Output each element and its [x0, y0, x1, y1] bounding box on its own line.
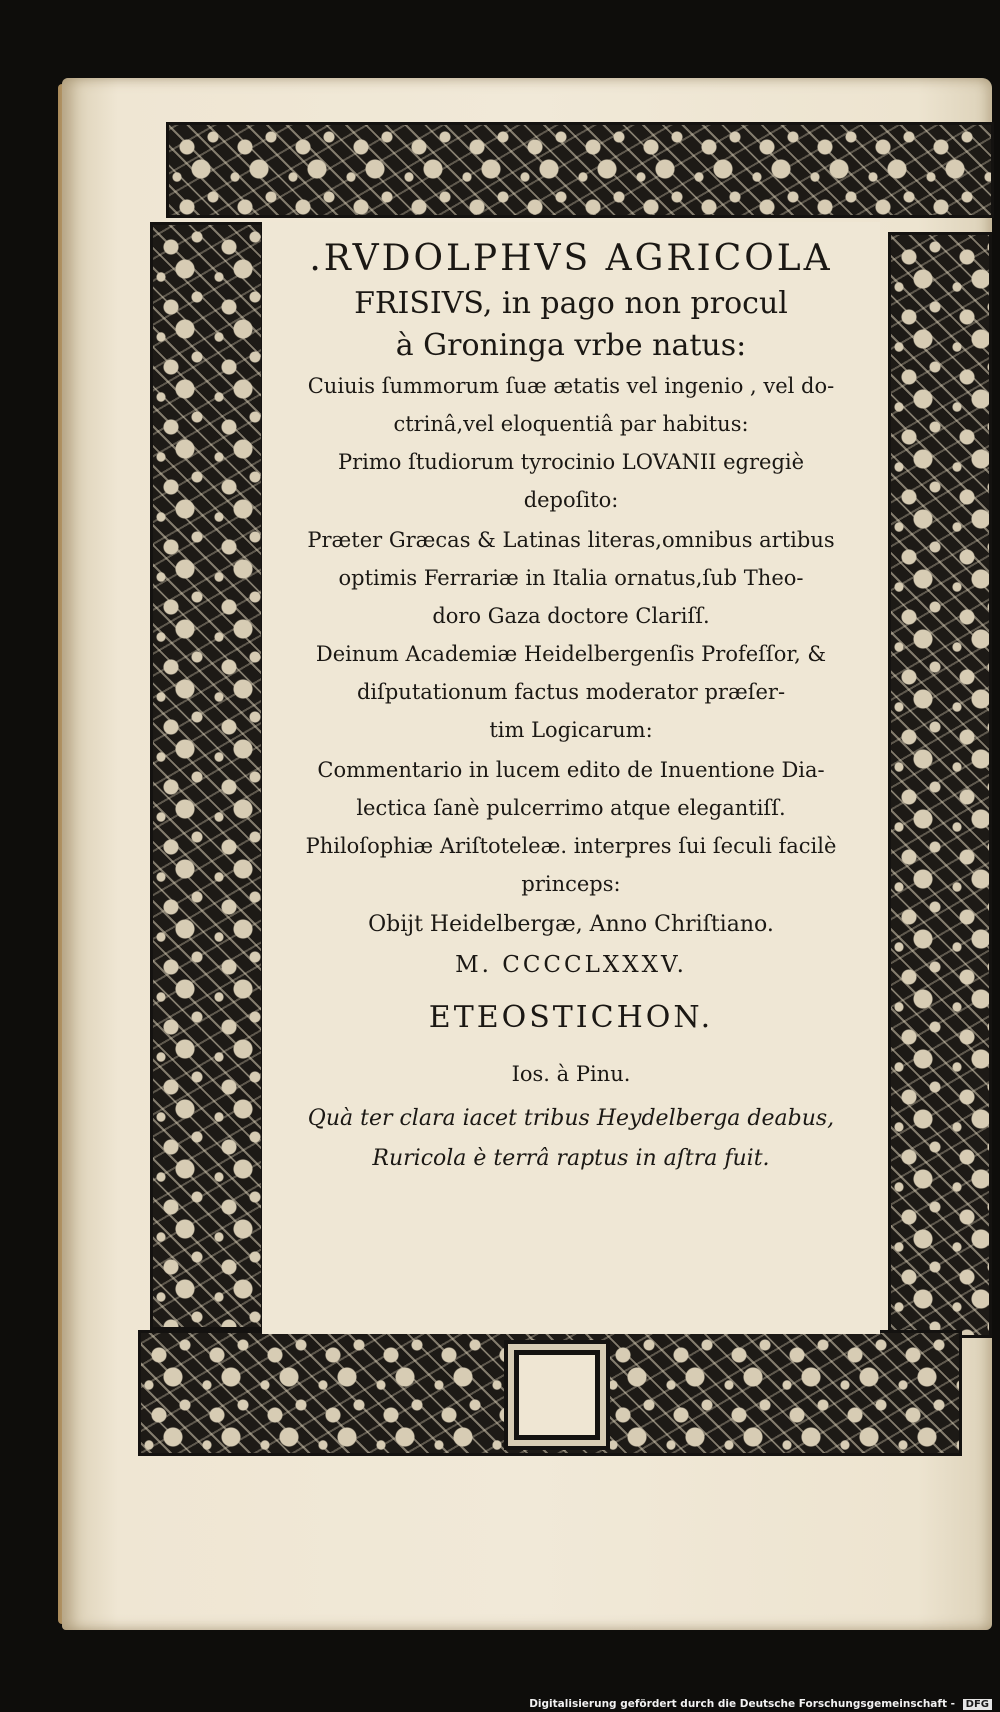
text-line: diſputationum factus moderator præſer-	[356, 680, 786, 704]
text-line: FRISIVS, in pago non procul	[354, 286, 788, 321]
text-line: ctrinâ,vel eloquentiâ par habitus:	[393, 412, 749, 436]
text-line: Ios. à Pinu.	[511, 1062, 631, 1086]
text-panel	[262, 222, 880, 1334]
text-line: Deinum Academiæ Heidelbergenſis Profeſſor, &	[315, 642, 827, 666]
woodcut-border-top	[166, 122, 994, 218]
dfg-logo: DFG	[963, 1699, 992, 1710]
woodcut-border-left	[150, 222, 264, 1330]
text-line: .RVDOLPHVS AGRICOLA	[309, 238, 833, 279]
text-line: M. CCCCLXXXV.	[455, 952, 687, 978]
text-line: depoſito:	[523, 488, 619, 512]
text-line: doro Gaza doctore Clariſſ.	[432, 604, 710, 628]
text-line: Præter Græcas & Latinas literas,omnibus artibus	[307, 528, 835, 552]
text-line: ETEOSTICHON.	[428, 1000, 714, 1035]
text-line: tim Logicarum:	[489, 718, 653, 742]
text-line: Commentario in lucem edito de Inuentione Dia-	[317, 758, 825, 782]
text-line: Philoſophiæ Ariſtoteleæ. interpres ſui ſeculi facilè	[305, 834, 837, 858]
digitization-credit	[529, 1698, 992, 1710]
text-line: Ruricola è terrâ raptus in aſtra fuit.	[372, 1146, 770, 1171]
text-line: optimis Ferrariæ in Italia ornatus,ſub Theo-	[338, 566, 804, 590]
text-line: princeps:	[521, 872, 621, 896]
border-cartouche-icon	[514, 1350, 600, 1440]
text-line: à Groninga vrbe natus:	[395, 328, 747, 363]
text-line: lectica ſanè pulcerrimo atque elegantiſſ.	[356, 796, 786, 820]
text-line: Quà ter clara iacet tribus Heydelberga deabus,	[307, 1106, 835, 1131]
text-line: Primo ſtudiorum tyrocinio LOVANII egregiè	[337, 450, 805, 474]
text-line: Cuiuis ſummorum ſuæ ætatis vel ingenio , vel do-	[307, 374, 835, 398]
text-line: Obijt Heidelbergæ, Anno Chriſtiano.	[368, 912, 774, 937]
credit-text: Digitalisierung gefördert durch die Deutsche Forschungsgemeinschaft -	[529, 1698, 955, 1710]
woodcut-border-right	[888, 232, 992, 1338]
